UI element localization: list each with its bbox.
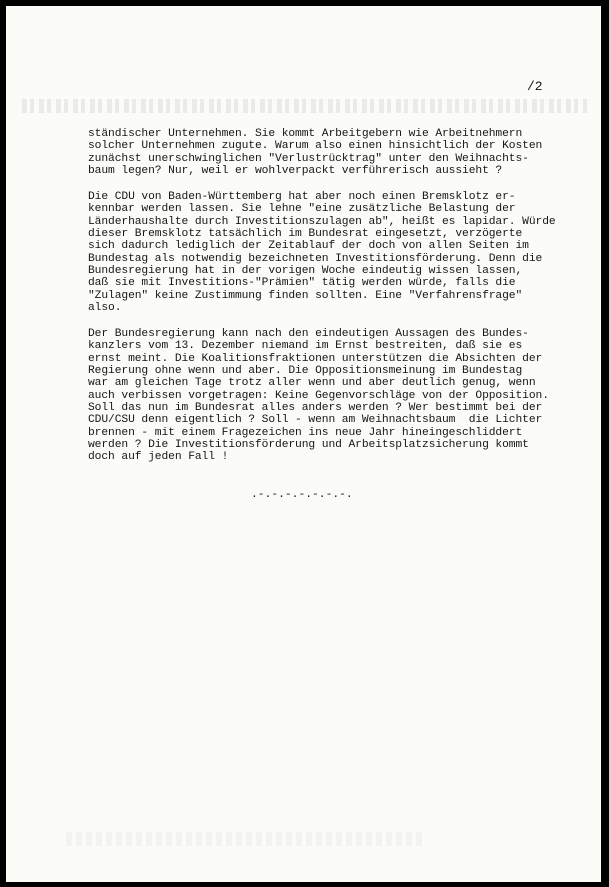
text-line: Bundesregierung hat in der vorigen Woche eindeutig wissen lassen, (88, 264, 523, 277)
text-line: Die CDU von Baden-Württemberg hat aber noch einen Bremsklotz er- (88, 191, 516, 204)
paragraph-2 (88, 191, 558, 314)
text-line: baum legen? Nur, weil er wohlverpackt verführerisch aussieht ? (88, 164, 503, 177)
text-line: solcher Unternehmen zugute. Warum also einen hinsichtlich der Kosten (88, 140, 543, 153)
text-line: brennen - mit einem Fragezeichen ins neue Jahr hineingeschliddert (88, 426, 523, 439)
page-number: /2 (527, 79, 543, 94)
end-separator: .-.-.-.-.-.-.-. (251, 489, 353, 501)
paragraph-3 (88, 328, 558, 463)
text-line: daß sie mit Investitions-"Prämien" tätig werden würde, falls die (88, 277, 516, 290)
text-line: auch verbissen vorgetragen: Keine Gegenvorschläge von der Opposition. (88, 389, 549, 402)
text-line: sich dadurch lediglich der Zeitablauf der doch von allen Seiten im (88, 240, 529, 253)
text-line: Länderhaushalte durch Investitionszulagen ab", heißt es lapidar. Würde (88, 215, 556, 228)
text-line: Bundestag als notwendig bezeichneten Investitionsförderung. Denn die (88, 252, 543, 265)
text-line: Regierung ohne wenn und aber. Die Oppositionsmeinung im Bundestag (88, 365, 523, 378)
text-line: ständischer Unternehmen. Sie kommt Arbeitgebern wie Arbeitnehmern (88, 128, 523, 140)
text-line: war am gleichen Tage trotz aller wenn und aber deutlich genug, wenn (88, 377, 536, 390)
body-text (88, 128, 558, 477)
text-line: kennbar werden lassen. Sie lehne "eine zusätzliche Belastung der (88, 203, 516, 216)
document-page (6, 6, 601, 882)
bleed-through-text (22, 99, 587, 113)
text-line: werden ? Die Investitionsförderung und Arbeitsplatzsicherung kommt (88, 438, 529, 451)
text-line: Der Bundesregierung kann nach den eindeutigen Aussagen des Bundes- (88, 328, 529, 341)
paragraph-1 (88, 128, 558, 177)
text-line: kanzlers vom 13. Dezember niemand im Ernst bestreiten, daß sie es (88, 340, 523, 353)
text-line: ernst meint. Die Koalitionsfraktionen unterstützen die Absichten der (88, 352, 543, 365)
text-line: zunächst unerschwinglichen "Verlustrücktrag" unter den Weihnachts- (88, 152, 529, 165)
text-line: "Zulagen" keine Zustimmung finden sollten. Eine "Verfahrensfrage" (88, 289, 523, 302)
text-line: also. (88, 301, 122, 314)
text-line: dieser Bremsklotz tatsächlich im Bundesrat eingesetzt, verzögerte (88, 228, 523, 241)
text-line: doch auf jeden Fall ! (88, 451, 229, 464)
bleed-through-footer (66, 832, 426, 846)
text-line: CDU/CSU denn eigentlich ? Soll - wenn am Weihnachtsbaum die Lichter (88, 414, 543, 427)
text-line: Soll das nun im Bundesrat alles anders werden ? Wer bestimmt bei der (88, 401, 543, 414)
